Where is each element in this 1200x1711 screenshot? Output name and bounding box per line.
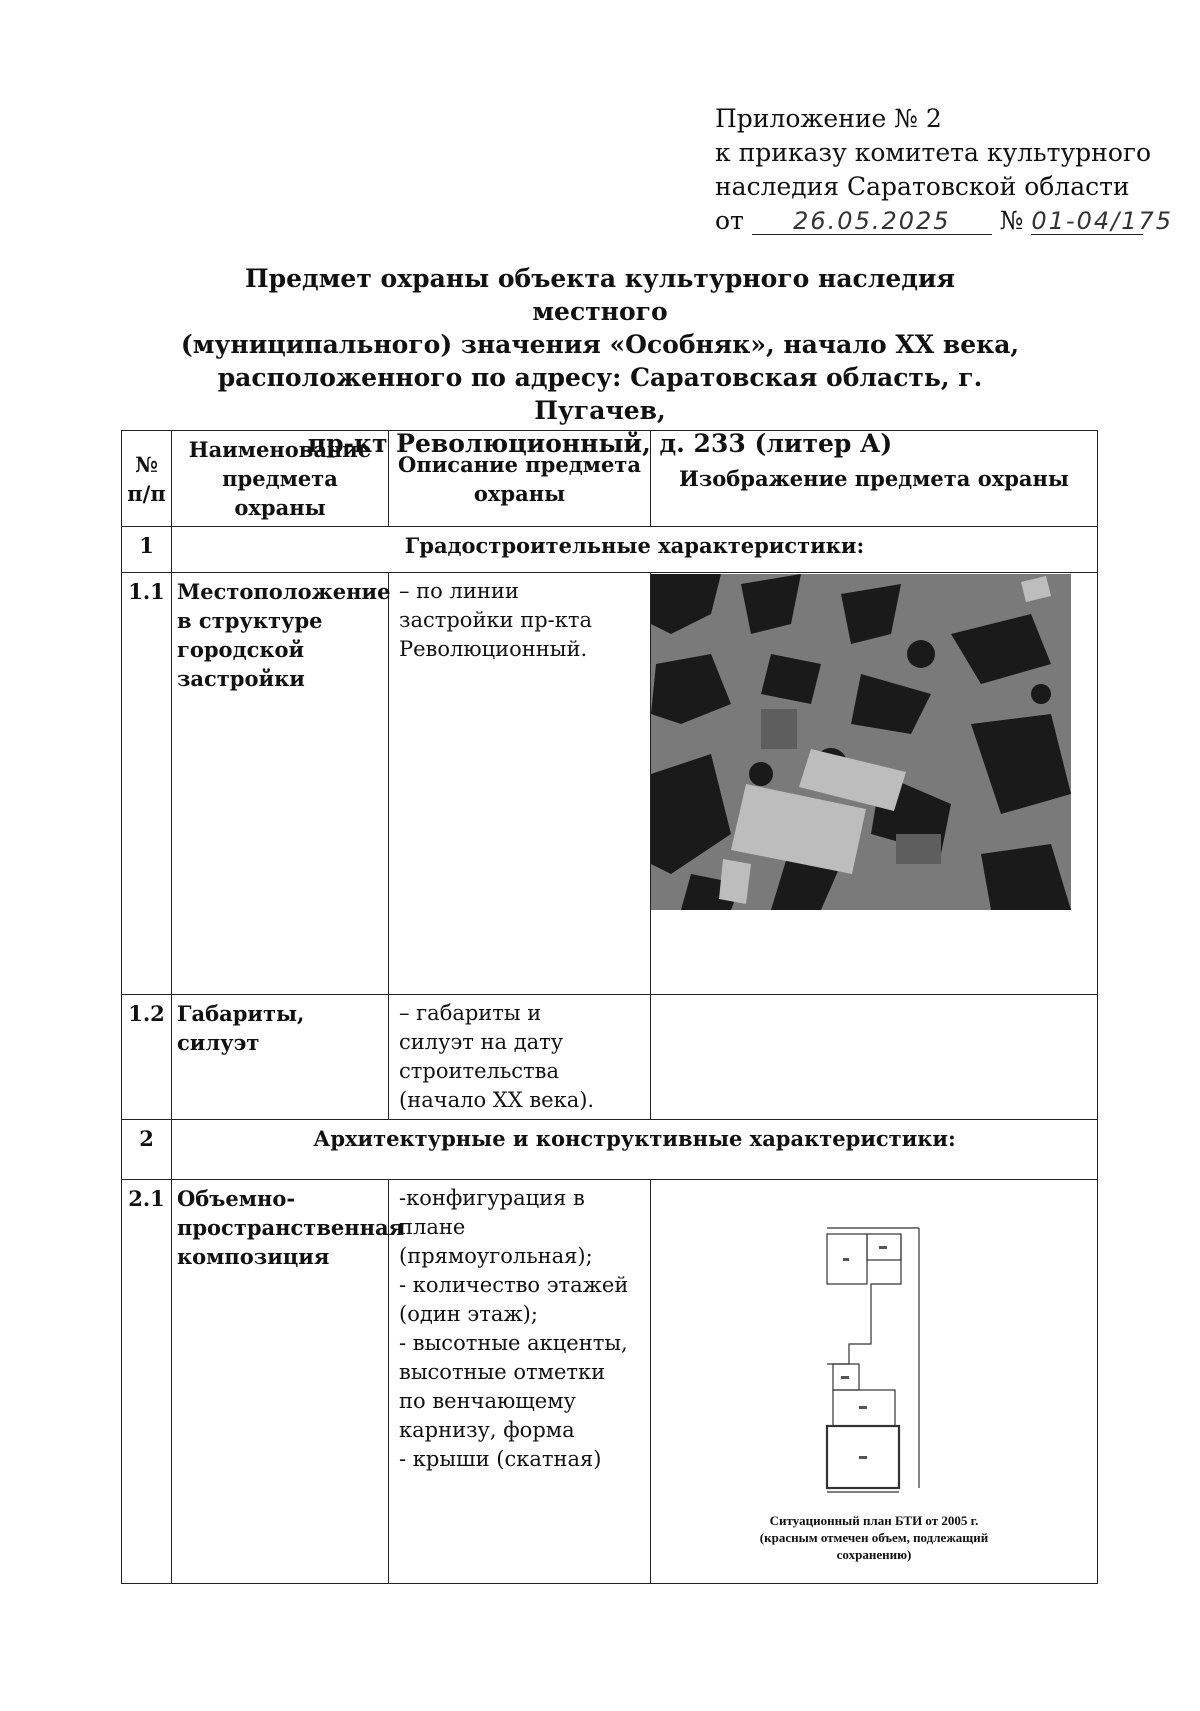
desc-line: – габариты и xyxy=(399,1001,542,1025)
appendix-line-1: Приложение № 2 xyxy=(715,104,942,133)
table-row xyxy=(122,995,1098,1120)
desc-line: строительства xyxy=(399,1059,560,1083)
desc-line: (прямоугольная); xyxy=(399,1244,593,1268)
row-2-1-image xyxy=(651,1180,1098,1584)
row-2-1-description xyxy=(389,1180,651,1584)
header-num: № п/п xyxy=(122,431,172,527)
section-1-title: Градостроительные характеристики: xyxy=(172,527,1098,573)
section-row-2 xyxy=(122,1120,1098,1180)
title-line-4: пр-кт Революционный, д. 233 (литер А) xyxy=(307,429,893,458)
aerial-photo-icon xyxy=(651,574,1071,910)
title-line-1: Предмет охраны объекта культурного наследия местного xyxy=(245,264,955,326)
row-2-1-name: Объемно-пространственная композиция xyxy=(172,1180,389,1584)
row-1-2-name: Габариты, силуэт xyxy=(172,995,389,1120)
header-image: Изображение предмета охраны xyxy=(651,431,1098,527)
plan-caption xyxy=(656,1512,1092,1563)
desc-line: - количество этажей xyxy=(399,1273,629,1297)
desc-line: (один этаж); xyxy=(399,1302,538,1326)
appendix-line-3: наследия Саратовской области xyxy=(715,172,1130,201)
desc-line: Революционный. xyxy=(399,637,588,661)
desc-line: - высотные акценты, xyxy=(399,1331,628,1355)
desc-line: - крыши (скатная) xyxy=(399,1447,602,1471)
row-2-1-num: 2.1 xyxy=(122,1180,172,1584)
appendix-line-2: к приказу комитета культурного xyxy=(715,138,1152,167)
site-plan-drawing-icon xyxy=(819,1224,929,1494)
table-header-row xyxy=(122,431,1098,527)
from-label: от xyxy=(715,206,744,235)
title-line-2: (муниципального) значения «Особняк», начало XX века, xyxy=(180,330,1020,359)
desc-line: застройки пр-кта xyxy=(399,608,593,632)
row-1-1-name: Местоположение в структуре городской застройки xyxy=(172,573,389,995)
desc-line: – по линии xyxy=(399,579,519,603)
number-label: № xyxy=(999,206,1024,235)
desc-line: высотные отметки xyxy=(399,1360,606,1384)
row-1-1-image xyxy=(651,573,1098,995)
table-row xyxy=(122,1180,1098,1584)
protection-subject-table xyxy=(121,430,1098,1584)
row-1-2-description xyxy=(389,995,651,1120)
row-1-2-num: 1.2 xyxy=(122,995,172,1120)
desc-line: карнизу, форма xyxy=(399,1418,575,1442)
row-1-1-num: 1.1 xyxy=(122,573,172,995)
caption-line-3: сохранению) xyxy=(836,1547,912,1562)
section-2-num: 2 xyxy=(122,1120,172,1180)
section-2-title: Архитектурные и конструктивные характеристики: xyxy=(172,1120,1098,1180)
header-name: Наименование предмета охраны xyxy=(172,431,389,527)
desc-line: силуэт на дату xyxy=(399,1030,564,1054)
site-plan xyxy=(656,1184,1092,1563)
caption-line-1: Ситуационный план БТИ от 2005 г. xyxy=(769,1513,979,1528)
desc-line: плане xyxy=(399,1215,466,1239)
header-description: Описание предмета охраны xyxy=(389,431,651,527)
title-line-3: расположенного по адресу: Саратовская область, г. Пугачев, xyxy=(217,363,983,425)
appendix-header xyxy=(715,102,1175,238)
row-1-2-image xyxy=(651,995,1098,1120)
caption-line-2: (красным отмечен объем, подлежащий xyxy=(759,1530,989,1545)
desc-line: -конфигурация в xyxy=(399,1186,585,1210)
order-number: 01-04/175 xyxy=(1031,207,1174,235)
table-row xyxy=(122,573,1098,995)
section-1-num: 1 xyxy=(122,527,172,573)
appendix-date-number-line xyxy=(715,204,1175,238)
row-1-1-description xyxy=(389,573,651,995)
desc-line: по венчающему xyxy=(399,1389,576,1413)
section-row-1 xyxy=(122,527,1098,573)
desc-line: (начало XX века). xyxy=(399,1088,595,1112)
order-date: 26.05.2025 xyxy=(752,208,992,235)
